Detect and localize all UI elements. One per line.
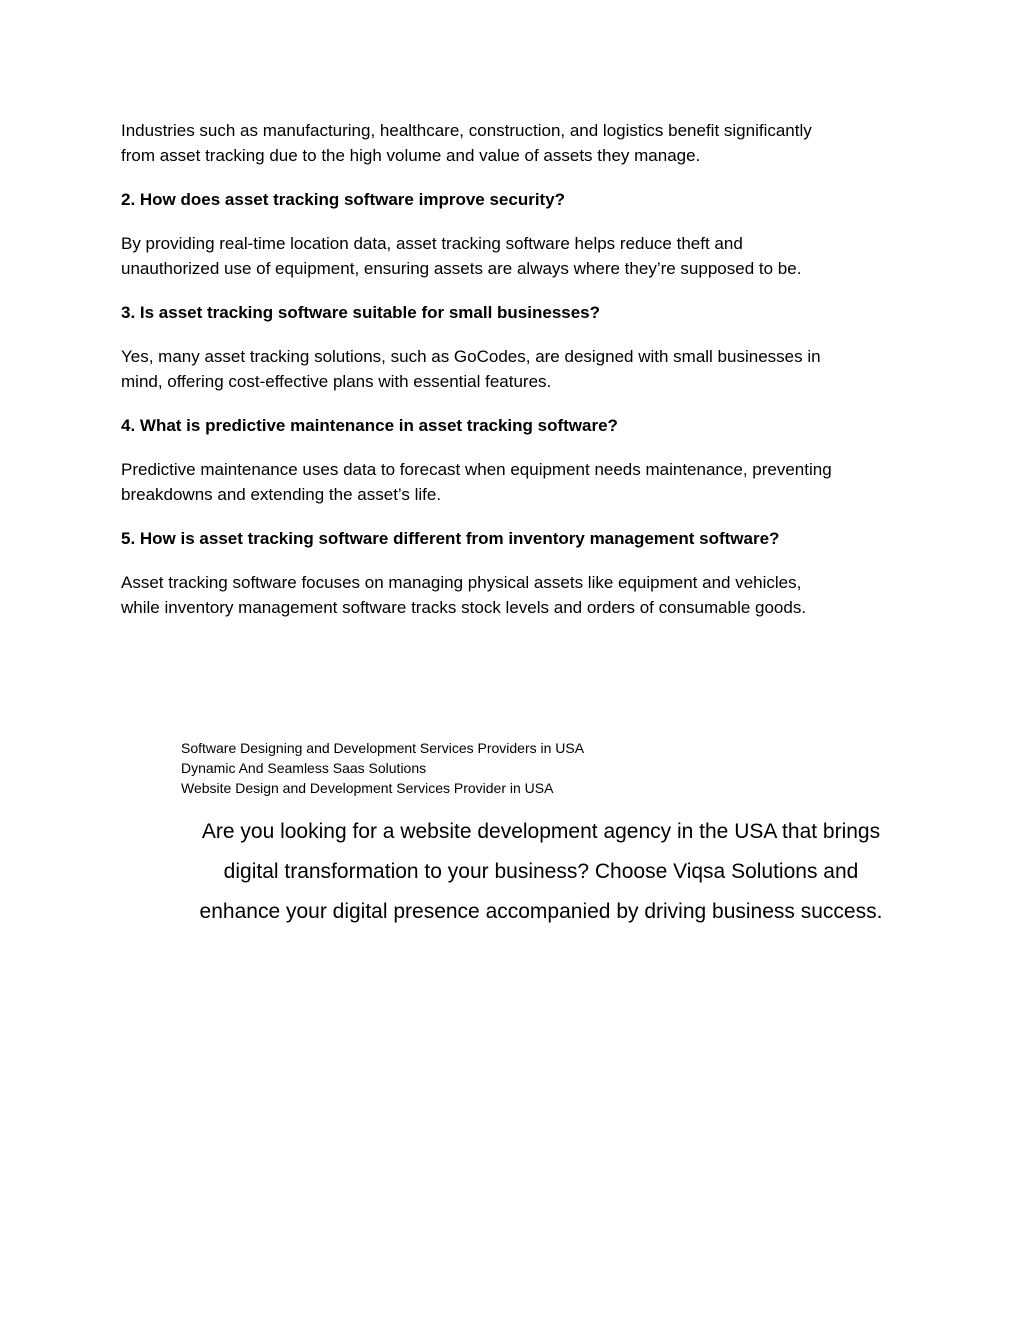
cta-line-1: Are you looking for a website development agency in the USA that brings [201, 820, 881, 843]
cta-paragraph [170, 812, 912, 932]
faq-answer-4 [121, 457, 911, 507]
related-links [181, 738, 881, 798]
intro-line-2: from asset tracking due to the high volume and value of assets they manage. [121, 146, 701, 165]
link-saas-solutions[interactable]: Dynamic And Seamless Saas Solutions [181, 760, 427, 776]
faq-answer-5 [121, 570, 911, 620]
faq-answer-5-line-1: Asset tracking software focuses on managing physical assets like equipment and vehicles, [121, 573, 802, 592]
faq-question-3: 3. Is asset tracking software suitable for small businesses? [121, 303, 601, 322]
intro-line-1: Industries such as manufacturing, healthcare, construction, and logistics benefit significantly [121, 121, 812, 140]
faq-answer-2-line-1: By providing real-time location data, asset tracking software helps reduce theft and [121, 234, 743, 253]
link-software-design-services[interactable]: Software Designing and Development Services Providers in USA [181, 740, 585, 756]
faq-question-2: 2. How does asset tracking software improve security? [121, 190, 566, 209]
faq-answer-4-line-1: Predictive maintenance uses data to forecast when equipment needs maintenance, preventing [121, 460, 832, 479]
cta-line-3: enhance your digital presence accompanied by driving business success. [199, 900, 883, 923]
faq-question-4: 4. What is predictive maintenance in asset tracking software? [121, 416, 618, 435]
faq-answer-3-line-1: Yes, many asset tracking solutions, such as GoCodes, are designed with small businesses in [121, 347, 821, 366]
faq-answer-3-line-2: mind, offering cost-effective plans with essential features. [121, 372, 552, 391]
faq-answer-5-line-2: while inventory management software tracks stock levels and orders of consumable goods. [121, 598, 807, 617]
faq-answer-3 [121, 344, 911, 394]
faq-answer-2 [121, 231, 911, 281]
faq-section [121, 118, 911, 639]
link-website-design-services[interactable]: Website Design and Development Services Provider in USA [181, 780, 554, 796]
intro-paragraph [121, 118, 911, 168]
faq-question-5: 5. How is asset tracking software different from inventory management software? [121, 529, 780, 548]
faq-answer-4-line-2: breakdowns and extending the asset’s life. [121, 485, 442, 504]
cta-line-2: digital transformation to your business? Choose Viqsa Solutions and [223, 860, 859, 883]
faq-answer-2-line-2: unauthorized use of equipment, ensuring assets are always where they’re supposed to be. [121, 259, 802, 278]
